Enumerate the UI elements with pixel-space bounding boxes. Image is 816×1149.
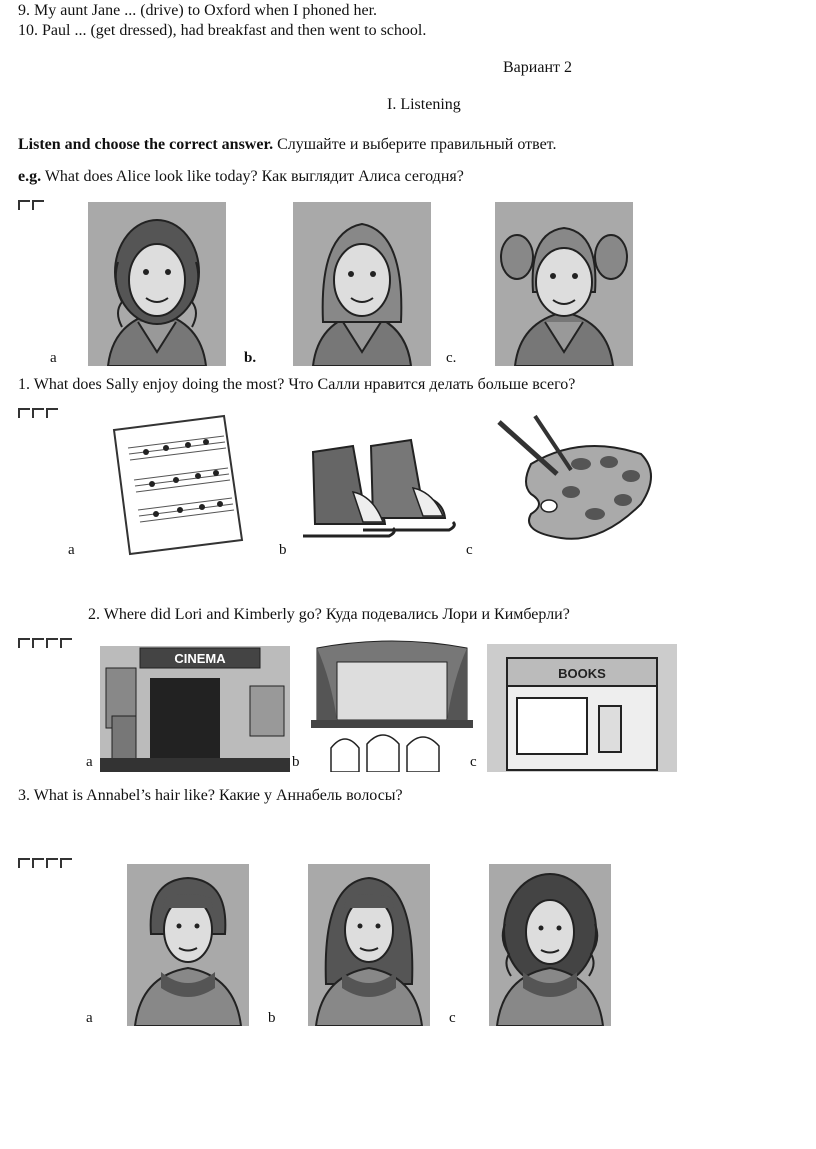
bookshop-sign: BOOKS [558, 666, 606, 681]
q3-option-c: c [449, 1010, 456, 1026]
ice-skates-image[interactable] [293, 432, 461, 550]
answer-boxes-example[interactable] [18, 200, 44, 212]
q1-option-a: a [68, 542, 75, 558]
variant-heading: Вариант 2 [503, 59, 572, 76]
portrait-pigtails[interactable] [495, 202, 633, 366]
portrait-long-curly-hair[interactable] [489, 864, 611, 1026]
answer-boxes-q3[interactable] [18, 858, 72, 870]
sheet-music-image[interactable] [106, 412, 246, 558]
example-label: e.g. [18, 168, 42, 185]
bookshop-image[interactable] [487, 644, 677, 772]
q3-option-b: b [268, 1010, 276, 1026]
question-10: 10. Paul ... (get dressed), had breakfast and then went to school. [18, 22, 427, 39]
answer-boxes-q1[interactable] [18, 408, 58, 420]
question-1: 1. What does Sally enjoy doing the most? Что Салли нравится делать больше всего? [18, 376, 576, 393]
example-text: What does Alice look like today? Как выглядит Алиса сегодня? [41, 168, 464, 185]
q2-option-a: a [86, 754, 93, 770]
portrait-long-straight-hair[interactable] [308, 864, 430, 1026]
cinema-sign: CINEMA [174, 651, 226, 666]
theatre-image[interactable] [311, 640, 473, 772]
example-option-b: b. [244, 350, 257, 366]
q1-option-b: b [279, 542, 287, 558]
instruction-bold: Listen and choose the correct answer. [18, 136, 274, 153]
q3-option-a: a [86, 1010, 93, 1026]
portrait-straight-hair[interactable] [293, 202, 431, 366]
question-3: 3. What is Annabel’s hair like? Какие у Аннабель волосы? [18, 787, 403, 804]
q2-option-b: b [292, 754, 300, 770]
cinema-image[interactable] [100, 646, 290, 772]
q1-option-c: c [466, 542, 473, 558]
question-2: 2. Where did Lori and Kimberly go? Куда подевались Лори и Кимберли? [88, 606, 570, 623]
example-question [18, 168, 464, 186]
q2-option-c: c [470, 754, 477, 770]
example-option-c: c. [446, 350, 457, 366]
portrait-curly-hair[interactable] [88, 202, 226, 366]
paint-palette-image[interactable] [491, 414, 663, 552]
answer-boxes-q2[interactable] [18, 638, 72, 650]
instruction-normal: Слушайте и выберите правильный ответ. [273, 136, 557, 153]
section-heading: I. Listening [387, 96, 461, 113]
instruction [18, 136, 556, 154]
portrait-short-straight-hair[interactable] [127, 864, 249, 1026]
question-9: 9. My aunt Jane ... (drive) to Oxford when I phoned her. [18, 2, 378, 19]
example-option-a: a [50, 350, 57, 366]
